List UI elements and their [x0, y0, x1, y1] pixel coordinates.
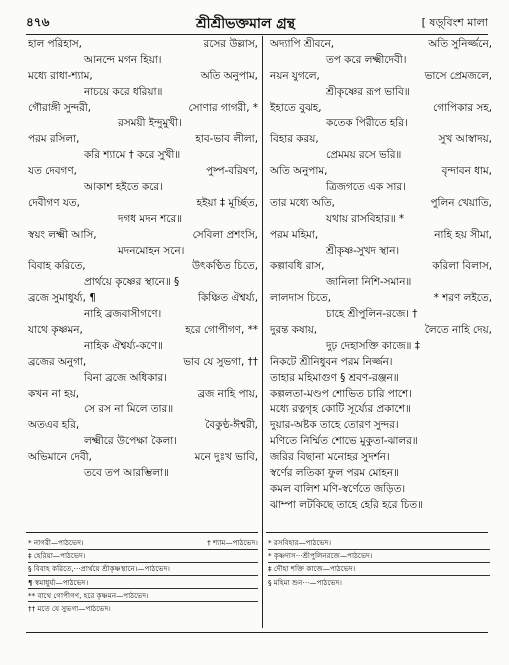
- verse-line: [270, 371, 492, 387]
- footnote-rule-right: [266, 532, 488, 533]
- page-header: [26, 12, 488, 32]
- text-segment: নাহি হয় সীমা,: [434, 228, 492, 241]
- text-segment: করি শ্যামে † করে সুখী॥: [84, 149, 181, 162]
- text-segment: হইয়া ‡ মূর্চ্ছিত,: [196, 196, 258, 209]
- text-segment: ইহাতে বুঝহ,: [270, 101, 322, 114]
- verse-line: [28, 259, 258, 275]
- text-segment: মনে দুঃখ ভাবি,: [194, 451, 258, 464]
- column-divider: [262, 36, 263, 628]
- text-segment: জানিলা নিশি-সমান॥: [326, 276, 412, 289]
- verse-line: [270, 244, 492, 260]
- text-segment: পুলিন খেয়াতি,: [430, 196, 492, 209]
- verse-line: [270, 307, 492, 323]
- verse-line: [270, 355, 492, 371]
- text-segment: হরে গোপীগণ, **: [185, 324, 258, 337]
- text-segment: সেবিলা প্রশংসি,: [192, 228, 258, 241]
- verse-line: [28, 148, 258, 164]
- verse-line: [28, 180, 258, 196]
- text-segment: * নাগরী—পাঠভেদ।: [28, 538, 84, 547]
- verse-line: [28, 402, 258, 418]
- verse-line: [270, 196, 492, 212]
- book-title: শ্রীশ্রীভক্তমাল গ্রন্থ: [196, 16, 296, 32]
- text-segment: যত দেবগণ,: [28, 165, 77, 178]
- verse-line: [28, 371, 258, 387]
- left-verse-column: [28, 37, 258, 482]
- text-segment: মধ্যে রাধা-শ্যাম,: [28, 69, 93, 82]
- footnotes-left: [28, 536, 258, 615]
- verse-line: [28, 228, 258, 244]
- text-segment: অতি অনুপাম,: [200, 69, 258, 82]
- text-segment: দুয়ার-অষ্টক তাহে তোরণ সুন্দর।: [270, 419, 399, 432]
- text-segment: তার মধ্যে অতি,: [270, 196, 335, 209]
- text-segment: যথায় রাসবিহার॥ *: [326, 212, 405, 225]
- verse-line: [28, 101, 258, 117]
- verse-line: [270, 116, 492, 132]
- text-segment: প্রার্থয়ে কৃষ্ণের স্থানে॥ §: [84, 276, 180, 289]
- text-segment: নাহিক ঐশ্বর্য্য-কণে॥: [84, 339, 163, 352]
- text-segment: হাব-ভাব লীলা,: [195, 133, 258, 146]
- text-segment: সোণার গাগরী, *: [188, 101, 258, 114]
- text-segment: ভাসে প্রেমজলে,: [424, 69, 492, 82]
- verse-line: [270, 132, 492, 148]
- text-segment: চাহে শ্রীপুলিন-রজে। †: [326, 308, 418, 321]
- text-segment: †† মতে যে সুভগা—পাঠভেদ।: [28, 603, 111, 613]
- text-segment: বিনা ব্রজে অধিকার।: [84, 371, 167, 384]
- text-segment: ত্রিজগতে এক সার।: [326, 181, 406, 194]
- footnote-line: [268, 549, 490, 562]
- text-segment: অভিমানে দেবী,: [28, 451, 92, 464]
- text-segment: কখন না হয়,: [28, 387, 79, 400]
- text-segment: † শ্যাম—পাঠভেদ।: [207, 538, 258, 547]
- verse-line: [28, 466, 258, 482]
- text-segment: লক্ষ্মীরে উপেক্ষা কৈলা।: [84, 435, 177, 448]
- verse-line: [270, 228, 492, 244]
- verse-line: [270, 180, 492, 196]
- verse-line: [270, 323, 492, 339]
- footnote-line: [28, 549, 258, 562]
- verse-line: [270, 275, 492, 291]
- text-segment: ভাব যে সুভগা, ††: [183, 355, 258, 368]
- verse-line: [28, 53, 258, 69]
- text-segment: লৈতে নাহি দেয়,: [424, 324, 492, 337]
- text-segment: * রসবিহার—পাঠভেদ।: [268, 538, 332, 547]
- footnote-line: [268, 562, 490, 575]
- footnote-rule-left: [26, 532, 258, 533]
- verse-line: [270, 339, 492, 355]
- header-rule: [26, 34, 488, 35]
- text-segment: কতেক পিরীতে হরি।: [326, 117, 408, 130]
- text-segment: § মহিমা শুন···—পাঠভেদ।: [268, 577, 342, 587]
- text-segment: অতএব হরি,: [28, 419, 80, 432]
- verse-line: [28, 418, 258, 434]
- text-segment: আকাশ হইতে করে।: [84, 181, 163, 194]
- verse-line: [270, 498, 492, 514]
- text-segment: শ্রীকৃষ্ণের রূপ ভাবি॥: [326, 85, 410, 98]
- footnote-line: [28, 562, 258, 575]
- text-segment: দুরন্ত কষায়,: [270, 324, 318, 337]
- text-segment: দগধ মদন শরে॥: [118, 212, 183, 225]
- text-segment: মধ্যে রত্নগৃহ কোটি সূর্য্যের প্রকাশে॥: [270, 403, 411, 416]
- text-segment: ব্রজে সুমাধুর্য্য, ¶: [28, 292, 96, 305]
- text-segment: * কৃষ্ণদাস···শ্রীপুলিনরজে—পাঠভেদ।: [268, 551, 373, 561]
- text-segment: দুঢ় দেহাসক্তি কাজে॥ ‡: [326, 339, 420, 352]
- text-segment: নিকটে শ্রীনিধুবন পরম নির্জ্জন।: [270, 355, 393, 368]
- footer-rule: [26, 632, 488, 633]
- verse-line: [28, 307, 258, 323]
- footnote-line: [268, 536, 490, 549]
- text-segment: গৌরাঙ্গী সুন্দরী,: [28, 101, 92, 114]
- verse-line: [270, 466, 492, 482]
- text-segment: আনন্দে মগন হিয়া।: [84, 53, 162, 66]
- text-segment: পরম মহিমা,: [270, 228, 319, 241]
- text-segment: মণিতে নির্ম্মিত শোভে মুকুতা-ঝালর॥: [270, 435, 418, 448]
- text-segment: ব্রজের অনুগা,: [28, 355, 87, 368]
- verse-line: [28, 450, 258, 466]
- verse-line: [28, 275, 258, 291]
- verse-line: [28, 212, 258, 228]
- text-segment: অতি সুনির্জ্জনে,: [428, 38, 492, 50]
- verse-line: [28, 164, 258, 180]
- verse-line: [270, 53, 492, 69]
- text-segment: পরম রসিলা,: [28, 133, 80, 146]
- verse-line: [28, 37, 258, 53]
- text-segment: তপ করে লক্ষ্মীদেবী।: [326, 53, 407, 66]
- verse-line: [28, 116, 258, 132]
- text-segment: কল্পলতা-মণ্ডপ শোভিত চারি পাশে।: [270, 387, 412, 400]
- verse-line: [28, 291, 258, 307]
- verse-line: [270, 37, 492, 53]
- text-segment: নাহি ব্রজবাসীগণে।: [84, 308, 162, 321]
- verse-line: [270, 482, 492, 498]
- text-segment: তবে তপ আরম্ভিলা॥: [84, 467, 169, 480]
- text-segment: রসের উল্লাস,: [203, 38, 258, 50]
- text-segment: কিঞ্চিত ঐশ্বর্য্য,: [198, 292, 258, 305]
- verse-line: [270, 402, 492, 418]
- verse-line: [270, 101, 492, 117]
- verse-line: [270, 148, 492, 164]
- verse-line: [270, 69, 492, 85]
- verse-line: [270, 387, 492, 403]
- text-segment: হাল পরিহাস,: [28, 38, 82, 50]
- text-segment: বিবাহ করিতে,: [28, 260, 86, 273]
- text-segment: নয়ন যুগলে,: [270, 69, 320, 82]
- text-segment: ** বাথে গোপীগণ, হরে কৃষ্ণমন—পাঠভেদ।: [28, 590, 149, 600]
- text-segment: শ্রীকৃষ্ণ-সুখদ স্থান।: [326, 244, 400, 257]
- verse-line: [28, 69, 258, 85]
- verse-line: [270, 164, 492, 180]
- verse-line: [28, 434, 258, 450]
- footnote-line: [268, 576, 490, 589]
- text-segment: অতি অনুপাম,: [270, 165, 328, 178]
- text-segment: § বিবাহ করিতে,···প্রার্থয়ে শ্রীকৃষ্ণস্থানে।—পাঠভেদ।: [28, 564, 170, 574]
- text-segment: দেবীগণ যত,: [28, 196, 80, 209]
- verse-line: [270, 259, 492, 275]
- text-segment: ‡ হেরিয়া—পাঠভেদ।: [28, 551, 86, 561]
- verse-line: [28, 387, 258, 403]
- footnote-line: [28, 576, 258, 589]
- verse-line: [28, 132, 258, 148]
- text-segment: লালদাস চিতে,: [270, 292, 331, 305]
- verse-line: [270, 450, 492, 466]
- section-label: [ ষড়্‌বিংশ মালা: [421, 16, 488, 29]
- verse-line: [270, 85, 492, 101]
- text-segment: রসময়ী ইন্দুমুখী।: [118, 117, 182, 130]
- text-segment: * শরণ লইতে,: [433, 292, 492, 305]
- verse-line: [270, 418, 492, 434]
- text-segment: তাহার মহিমাগুণ § শ্রবণ-রঞ্জন॥: [270, 371, 399, 384]
- right-verse-column: [270, 37, 492, 514]
- text-segment: যাথে কৃষ্ণমন,: [28, 324, 83, 337]
- text-segment: ঝাম্পা লটকিছে তাহে হেরি হরে চিত॥: [270, 498, 423, 511]
- verse-line: [28, 244, 258, 260]
- text-segment: গোপিকার সহ,: [433, 101, 492, 114]
- text-segment: উৎকণ্ঠিত চিতে,: [191, 260, 258, 273]
- text-segment: ‡ দৌহা শক্তি কাজে—পাঠভেদ।: [268, 564, 356, 574]
- text-segment: স্বর্ণের লতিকা ফুল পরম মোহন॥: [270, 467, 399, 480]
- verse-line: [28, 323, 258, 339]
- text-segment: অদ্যাপি শ্রীবনে,: [270, 38, 335, 50]
- text-segment: প্রেমময় রসে ভরি॥: [326, 149, 402, 162]
- page-number: ৪৭৬: [26, 15, 50, 29]
- text-segment: সুখ আস্বাদয়,: [438, 133, 492, 146]
- text-segment: সে রস না মিলে তার॥: [84, 403, 174, 416]
- text-segment: স্বয়ং লক্ষ্মী আসি,: [28, 228, 97, 241]
- text-segment: বিহার করয়,: [270, 133, 319, 146]
- text-segment: ¶ স্বমাধুর্য্য—পাঠভেদ।: [28, 577, 89, 587]
- footnote-line: [28, 589, 258, 602]
- verse-line: [28, 339, 258, 355]
- verse-line: [28, 85, 258, 101]
- footnote-line: [28, 536, 258, 549]
- text-segment: ব্রজ নাহি পায়,: [197, 387, 258, 400]
- footnote-line: [28, 602, 258, 615]
- text-segment: মদনমোহন সনে।: [118, 244, 185, 257]
- verse-line: [28, 196, 258, 212]
- text-segment: কল্পাবধি রাস,: [270, 260, 325, 273]
- text-segment: বৈকুণ্ঠ-ঈশ্বরী,: [205, 419, 258, 432]
- footnotes-right: [268, 536, 490, 589]
- text-segment: কমল বালিশ মণি-স্বর্ণেতে জড়িত।: [270, 482, 406, 495]
- text-segment: বৃন্দাবন ধাম,: [441, 165, 492, 178]
- verse-line: [270, 212, 492, 228]
- text-segment: পুষ্প-বরিষণ,: [206, 165, 258, 178]
- verse-line: [270, 291, 492, 307]
- verse-line: [28, 355, 258, 371]
- text-segment: করিলা বিলাস,: [432, 260, 492, 273]
- verse-line: [270, 434, 492, 450]
- text-segment: জরির বিছানা মনোহর সুদর্শন।: [270, 451, 390, 464]
- text-segment: নাচয়ে করে ধরিয়া॥: [84, 85, 163, 98]
